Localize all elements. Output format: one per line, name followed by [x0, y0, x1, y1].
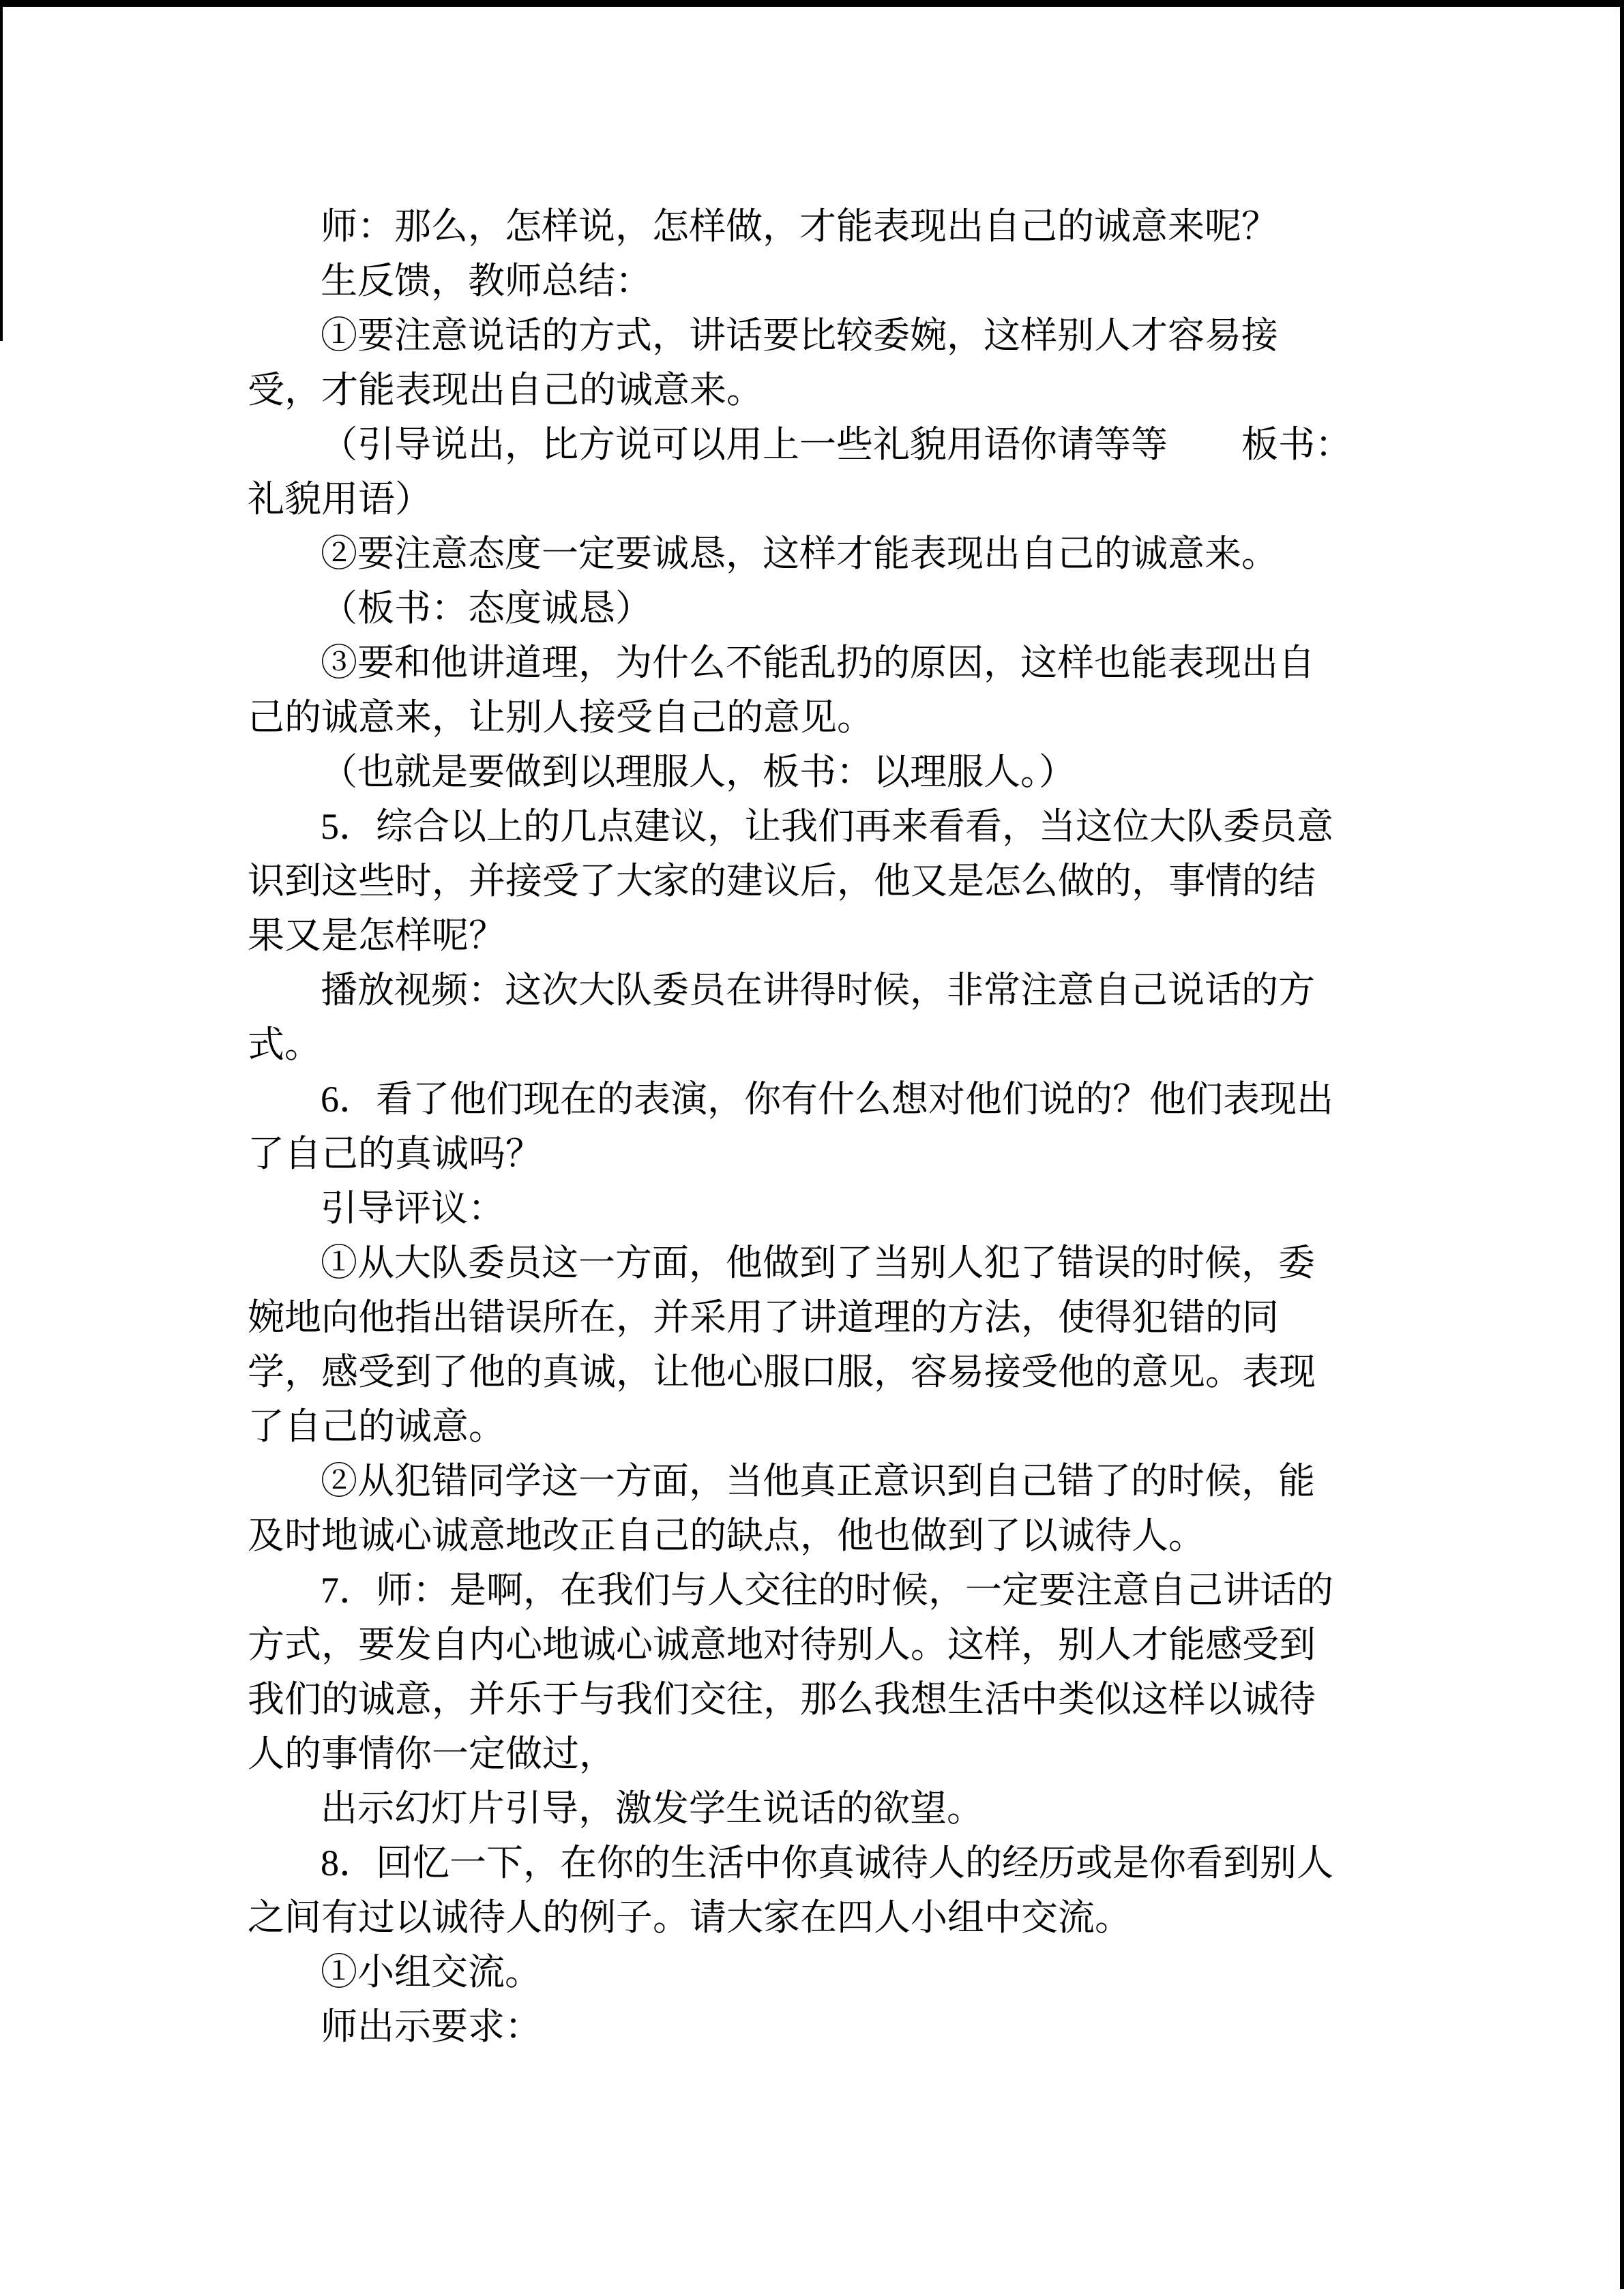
- text-line: 8．回忆一下，在你的生活中你真诚待人的经历或是你看到别人: [321, 1843, 1333, 1883]
- text-line: 生反馈，教师总结：: [321, 260, 652, 301]
- scan-edge-top: [0, 0, 1624, 7]
- text-line: 方式，要发自内心地诚心诚意地对待别人。这样，别人才能感受到: [248, 1624, 1316, 1665]
- text-line: 5．综合以上的几点建议，让我们再来看看，当这位大队委员意: [321, 806, 1333, 847]
- text-line: 之间有过以诚待人的例子。请大家在四人小组中交流。: [248, 1897, 1132, 1938]
- text-line: 了自己的诚意。: [248, 1406, 505, 1447]
- text-line: 7．师：是啊，在我们与人交往的时候，一定要注意自己讲话的: [321, 1570, 1333, 1611]
- text-line: 播放视频：这次大队委员在讲得时候，非常注意自己说话的方: [321, 970, 1315, 1011]
- text-line: 人的事情你一定做过，: [248, 1733, 616, 1774]
- text-line: 师出示要求：: [321, 2006, 542, 2047]
- text-line: ①要注意说话的方式，讲话要比较委婉，这样别人才容易接: [321, 315, 1278, 356]
- text-line: 识到这些时，并接受了大家的建议后，他又是怎么做的，事情的结: [248, 861, 1316, 901]
- text-line: 出示幻灯片引导，激发学生说话的欲望。: [321, 1788, 984, 1829]
- text-line: （板书：态度诚恳）: [321, 588, 652, 629]
- text-line: 引导评议：: [321, 1188, 505, 1229]
- text-line: 我们的诚意，并乐于与我们交往，那么我想生活中类似这样以诚待: [248, 1679, 1316, 1720]
- text-line: 师：那么，怎样说，怎样做，才能表现出自己的诚意来呢？: [321, 206, 1278, 247]
- text-line: 了自己的真诚吗？: [248, 1133, 542, 1174]
- text-line: 受，才能表现出自己的诚意来。: [248, 370, 763, 411]
- text-line: （也就是要做到以理服人，板书：以理服人。）: [321, 751, 1076, 792]
- text-line: ③要和他讲道理，为什么不能乱扔的原因，这样也能表现出自: [321, 642, 1315, 683]
- text-line: ②从犯错同学这一方面，当他真正意识到自己错了的时候，能: [321, 1461, 1315, 1502]
- text-line: 礼貌用语）: [248, 479, 432, 520]
- text-line: 式。: [248, 1024, 321, 1065]
- scan-edge-right: [1620, 0, 1624, 2289]
- lesson-plan-text-block: [248, 199, 1407, 2054]
- text-line: ①从大队委员这一方面，他做到了当别人犯了错误的时候，委: [321, 1242, 1315, 1283]
- text-line: ②要注意态度一定要诚恳，这样才能表现出自己的诚意来。: [321, 533, 1278, 574]
- text-line: 学，感受到了他的真诚，让他心服口服，容易接受他的意见。表现: [248, 1352, 1316, 1392]
- text-line: 婉地向他指出错误所在，并采用了讲道理的方法，使得犯错的同: [248, 1297, 1279, 1338]
- text-line: 6．看了他们现在的表演，你有什么想对他们说的？他们表现出: [321, 1079, 1333, 1120]
- text-line: 己的诚意来，让别人接受自己的意见。: [248, 697, 874, 738]
- scan-edge-left: [0, 0, 3, 341]
- text-line: （引导说出，比方说可以用上一些礼貌用语你请等等 板书：: [321, 424, 1352, 465]
- text-line: 及时地诚心诚意地改正自己的缺点，他也做到了以诚待人。: [248, 1515, 1205, 1556]
- text-line: 果又是怎样呢？: [248, 915, 505, 956]
- text-line: ①小组交流。: [321, 1952, 542, 1993]
